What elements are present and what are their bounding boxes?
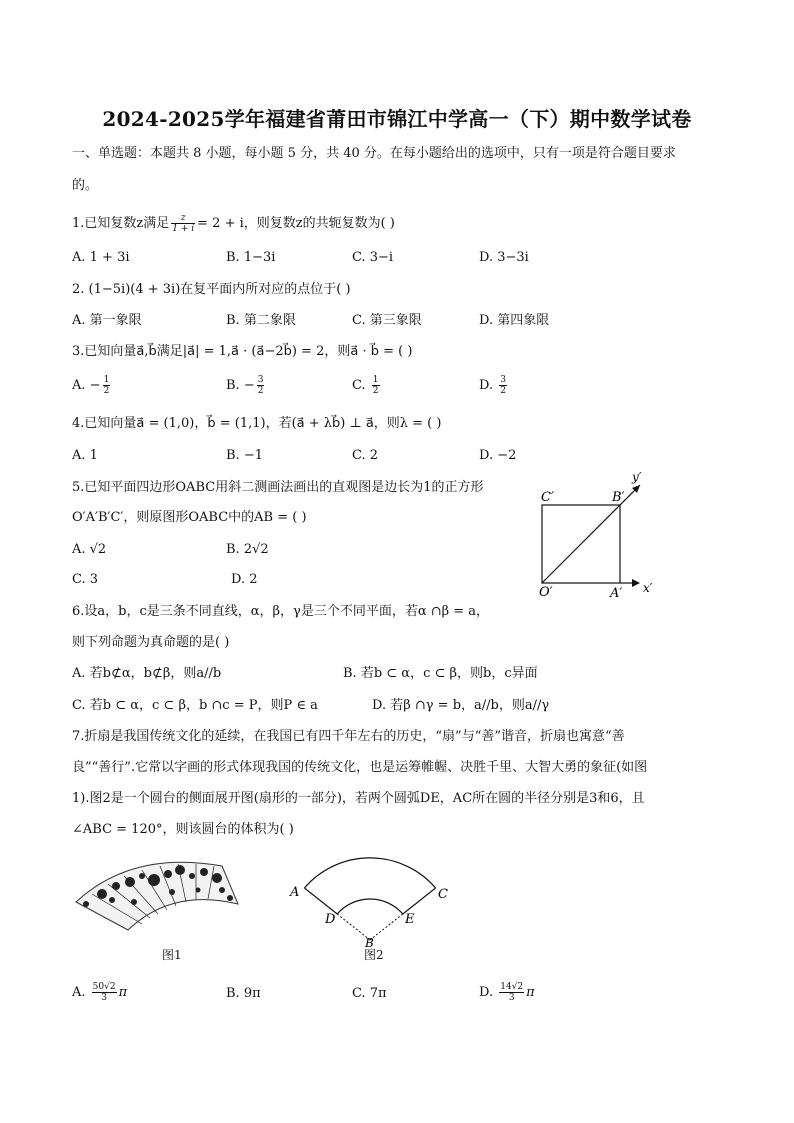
q5-option-a[interactable]: A. √2 [72, 542, 107, 557]
q1-pre: 1.已知复数z满足 [72, 216, 170, 231]
x-arrow-icon [632, 579, 640, 587]
q3-option-c[interactable] [352, 375, 382, 396]
q7-option-c[interactable]: C. 7π [352, 986, 387, 1001]
dashed-eb [370, 914, 403, 940]
arc-de [337, 899, 403, 914]
q7-a-frac [92, 982, 117, 1003]
q3-c-label: C. [352, 378, 366, 393]
label-y: y′ [632, 470, 642, 484]
q1-option-a[interactable]: A. 1 + 3i [72, 250, 130, 265]
question-7-l2: 良”“善行”.它常以字画的形式体现我国的传统文化，也是运筹帷幄、决胜千里、大智大勇的象征(如图 [72, 760, 648, 775]
q3-d-frac [499, 375, 507, 396]
q6-option-d[interactable]: D. 若β ∩γ = b，a//b，则a//γ [372, 698, 550, 713]
label-a: A [290, 885, 300, 900]
q5-square-figure [528, 468, 658, 600]
label-b: B [365, 936, 374, 948]
section-heading-cont: 的。 [72, 178, 99, 193]
question-7-l4: ∠ABC = 120°，则该圆台的体积为( ) [72, 822, 294, 837]
q7-a-pi: π [118, 985, 128, 1000]
label-e: E [405, 912, 415, 927]
q3-b-den: 2 [257, 386, 264, 396]
q6-option-a[interactable]: A. 若b⊄α，b⊄β，则a//b [72, 666, 222, 681]
question-1 [72, 213, 395, 234]
q2-option-b[interactable]: B. 第二象限 [226, 313, 296, 328]
q1-option-b[interactable]: B. 1−3i [226, 250, 276, 265]
q7-d-pi: π [526, 985, 535, 1000]
q4-option-c[interactable]: C. 2 [352, 448, 379, 463]
q3-a-num: 1 [103, 375, 110, 385]
segment-ad [304, 888, 337, 914]
q3-b-num: 3 [257, 375, 264, 385]
q7-option-a[interactable] [72, 982, 127, 1003]
q1-post: = 2 + i，则复数z的共轭复数为( ) [197, 216, 395, 231]
q5-option-c[interactable]: C. 3 [72, 572, 99, 587]
fan-ring-figure [285, 856, 460, 948]
label-c: C [438, 887, 448, 902]
question-4: 4.已知向量a⃗ = (1,0)，b⃗ = (1,1)，若(a⃗ + λb⃗) ⊥ a⃗，则λ = ( ) [72, 416, 442, 431]
question-6: 6.设a，b，c是三条不同直线，α，β，γ是三个不同平面，若α ∩β = a， [72, 604, 490, 619]
q7-d-label: D. [479, 985, 494, 1000]
q3-a-label: A. [72, 378, 86, 393]
q1-option-d[interactable]: D. 3−3i [479, 250, 529, 265]
q1-option-c[interactable]: C. 3−i [352, 250, 394, 265]
q2-option-a[interactable]: A. 第一象限 [72, 313, 142, 328]
q3-b-label: B. [226, 378, 240, 393]
q3-c-den: 2 [372, 386, 379, 396]
diagonal-y-axis [542, 485, 640, 583]
q3-c-num: 1 [372, 375, 379, 385]
segment-ce [403, 888, 436, 914]
q3-d-num: 3 [500, 375, 506, 385]
q6-option-c[interactable]: C. 若b ⊂ α，c ⊂ β，b ∩c = P，则P ∈ a [72, 698, 318, 713]
question-3: 3.已知向量a⃗,b⃗满足|a⃗| = 1,a⃗ · (a⃗−2b⃗) = 2，则a⃗ · b⃗ = ( ) [72, 344, 413, 359]
fig2-caption: 图2 [364, 948, 384, 962]
section-heading: 一、单选题：本题共 8 小题，每小题 5 分，共 40 分。在每小题给出的选项中，只有一项是符合题目要求 [72, 146, 676, 161]
question-2: 2. (1−5i)(4 + 3i)在复平面内所对应的点位于( ) [72, 282, 351, 297]
q6-option-b[interactable]: B. 若b ⊂ α，c ⊂ β，则b，c异面 [343, 666, 538, 681]
arc-ac [304, 858, 435, 888]
q4-option-b[interactable]: B. −1 [226, 448, 263, 463]
q3-c-frac [372, 375, 380, 396]
question-7: 7.折扇是我国传统文化的延续，在我国已有四千年左右的历史，“扇”与“善”谐音，折扇也寓意“善 [72, 729, 625, 744]
q2-option-d[interactable]: D. 第四象限 [479, 313, 550, 328]
label-a: A′ [610, 586, 623, 600]
q3-a-sign: − [89, 378, 101, 393]
q3-d-label: D. [479, 378, 494, 393]
folding-fan-picture [72, 852, 242, 944]
q3-b-frac [257, 375, 265, 396]
q3-a-den: 2 [103, 386, 110, 396]
q7-a-den: 3 [101, 993, 107, 1003]
q7-d-num: 14√2 [500, 982, 524, 992]
q7-a-label: A. [72, 985, 86, 1000]
q3-option-d[interactable] [479, 375, 509, 396]
label-x: x′ [643, 581, 653, 595]
q1-frac-num: z [171, 213, 195, 224]
q3-b-sign: − [243, 378, 255, 393]
q3-d-den: 2 [500, 386, 506, 396]
q4-option-a[interactable]: A. 1 [72, 448, 98, 463]
q3-a-frac [103, 375, 111, 396]
question-7-l3: 1).图2是一个圆台的侧面展开图(扇形的一部分)，若两个圆弧DE，AC所在圆的半径分别是3和6，且 [72, 791, 645, 806]
question-6-cont: 则下列命题为真命题的是( ) [72, 635, 230, 650]
page-title: 2024-2025学年福建省莆田市锦江中学高一（下）期中数学试卷 [102, 107, 692, 131]
q7-d-den: 3 [508, 993, 515, 1003]
q7-d-frac [499, 982, 524, 1003]
q5-option-b[interactable]: B. 2√2 [226, 542, 269, 557]
q1-frac-den: 1 + i [172, 224, 195, 234]
q1-fraction [171, 213, 195, 234]
q5-option-d[interactable]: D. 2 [231, 572, 258, 587]
question-5: 5.已知平面四边形OABC用斜二测画法画出的直观图是边长为1的正方形 [72, 480, 484, 495]
label-o: O′ [539, 585, 553, 600]
label-b: B′ [612, 490, 625, 505]
fig1-caption: 图1 [162, 948, 182, 962]
label-d: D [325, 912, 336, 927]
q2-option-c[interactable]: C. 第三象限 [352, 313, 422, 328]
q7-option-b[interactable]: B. 9π [226, 986, 261, 1001]
question-5-cont: O′A′B′C′，则原图形OABC中的AB = ( ) [72, 510, 307, 525]
q3-option-a[interactable] [72, 375, 112, 396]
q7-option-d[interactable] [479, 982, 535, 1003]
q3-option-b[interactable] [226, 375, 266, 396]
label-c: C′ [541, 490, 554, 505]
q4-option-d[interactable]: D. −2 [479, 448, 517, 463]
q7-a-num: 50√2 [92, 982, 116, 992]
